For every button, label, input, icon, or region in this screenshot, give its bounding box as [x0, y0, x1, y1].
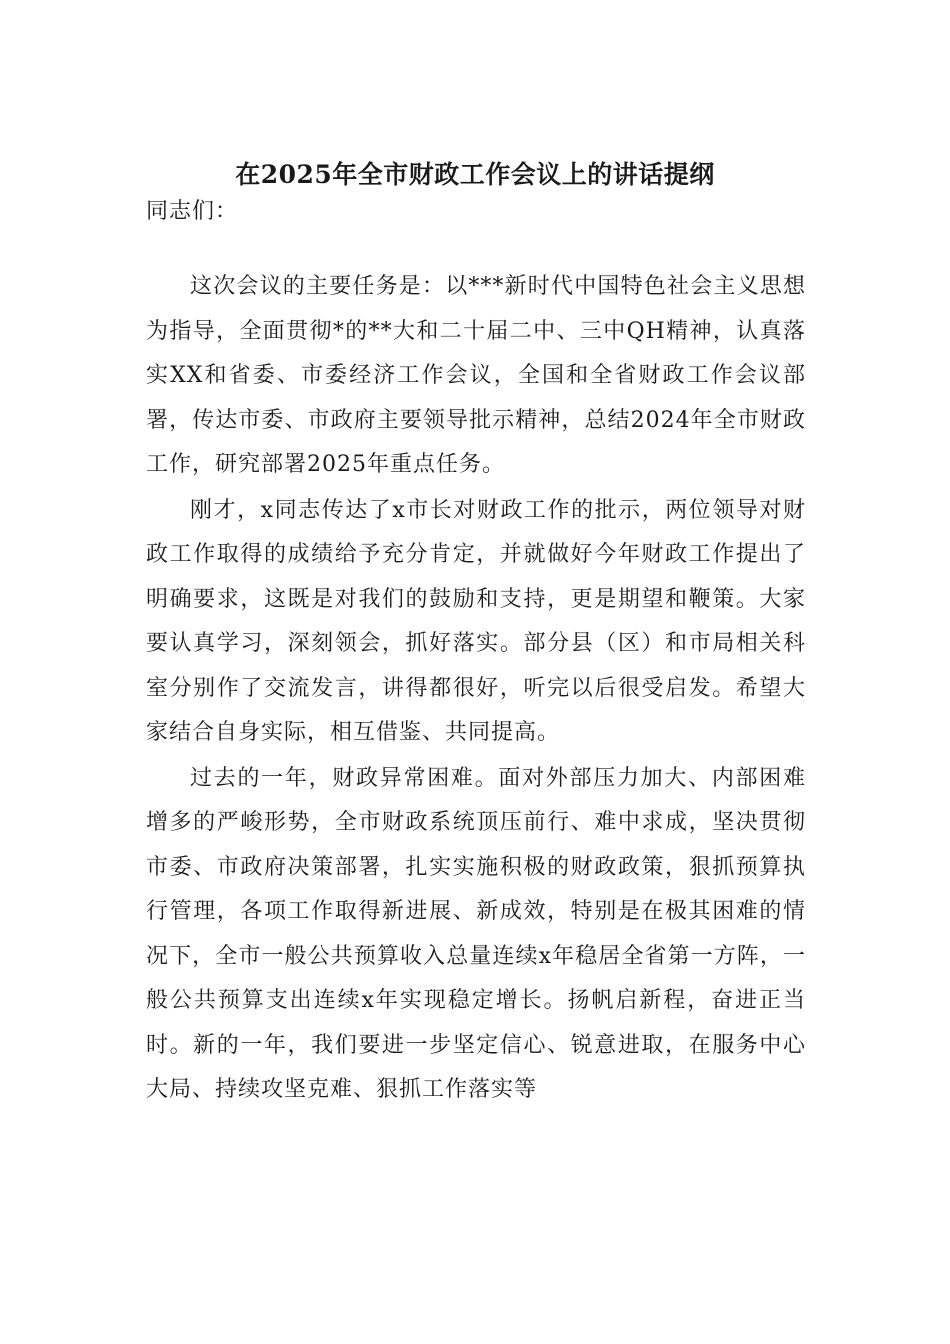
salutation: 同志们：: [146, 199, 239, 224]
paragraph: 过去的一年，财政异常困难。面对外部压力加大、内部困难增多的严峻形势，全市财政系统顶压前行、难中求成，坚决贯彻市委、市政府决策部署，扎实实施积极的财政政策，狠抓预算执行管理，各项工作取得新进展、新成效，特别是在极其困难的情况下，全市一般公共预算收入总量连续x年稳居全省第一方阵，一般公共预算支出连续x年实现稳定增长。扬帆启新程，奋进正当时。新的一年，我们要进一步坚定信心、锐意进取，在服务中心大局、持续攻坚克难、狠抓工作落实等: [146, 765, 806, 1102]
paragraph: 刚才，x同志传达了x市长对财政工作的批示，两位领导对财政工作取得的成绩给予充分肯定，并就做好今年财政工作提出了明确要求，这既是对我们的鼓励和支持，更是期望和鞭策。大家要认真学习，深刻领会，抓好落实。部分县（区）和市局相关科室分别作了交流发言，讲得都很好，听完以后很受启发。希望大家结合自身实际，相互借鉴、共同提高。: [146, 497, 806, 745]
document-body: [146, 265, 806, 1114]
paragraph: 这次会议的主要任务是：以***新时代中国特色社会主义思想为指导，全面贯彻*的**大和二十届二中、三中QH精神，认真落实XX和省委、市委经济工作会议，全国和全省财政工作会议部署，传达市委、市政府主要领导批示精神，总结2024年全市财政工作，研究部署2025年重点任务。: [146, 274, 806, 477]
document-title: 在2025年全市财政工作会议上的讲话提纲: [235, 160, 715, 189]
